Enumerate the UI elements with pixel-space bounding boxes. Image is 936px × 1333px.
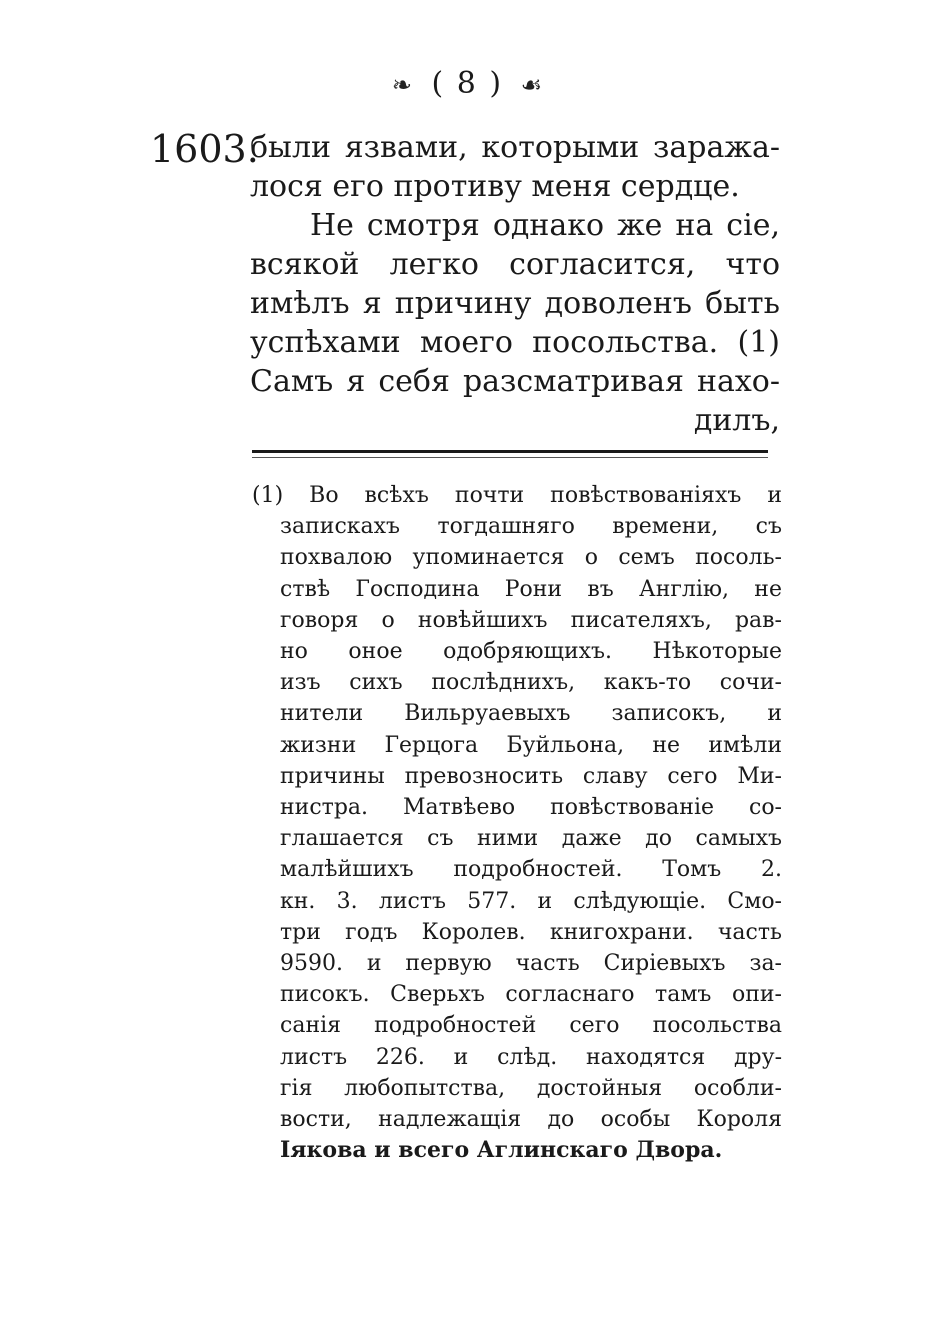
main-line: всякой легко согласится, что bbox=[250, 247, 780, 282]
margin-year: 1603. bbox=[150, 127, 259, 171]
page-header bbox=[0, 66, 936, 101]
footnote-line: санія подробностей сего посольства bbox=[280, 1013, 782, 1039]
footnote-line: Іякова и всего Аглинскаго Двора. bbox=[280, 1137, 723, 1164]
footnote-line: нители Вильруаевыхъ записокъ, и bbox=[280, 701, 782, 727]
footnote-line: глашается съ ними даже до самыхъ bbox=[280, 826, 782, 852]
ornament-left-icon: ❧ bbox=[391, 71, 414, 99]
footnote-line: жизни Герцога Буйльона, не имѣли bbox=[280, 732, 782, 758]
footnote-line: нистра. Матвѣево повѣствованіе со- bbox=[280, 795, 782, 821]
footnote-line: причины превозносить славу сего Ми- bbox=[280, 763, 782, 789]
main-line: дилъ, bbox=[693, 403, 780, 438]
footnote bbox=[252, 480, 782, 1166]
main-text bbox=[250, 128, 780, 440]
footnote-line: похвалою упоминается о семъ посоль- bbox=[280, 545, 782, 571]
footnote-line: писокъ. Сверьхъ согласнаго тамъ опи- bbox=[280, 982, 782, 1008]
footnote-rule bbox=[252, 450, 768, 453]
main-line: успѣхами моего посольства. (1) bbox=[250, 325, 780, 360]
main-line: имѣлъ я причину доволенъ быть bbox=[250, 286, 780, 321]
footnote-line: 9590. и первую часть Сиріевыхъ за- bbox=[280, 951, 782, 977]
footnote-line: говоря о новѣйшихъ писателяхъ, рав- bbox=[280, 607, 782, 633]
main-line: Самъ я себя разсматривая нахо- bbox=[250, 364, 780, 399]
footnote-line: гія любопытства, достойныя особли- bbox=[280, 1075, 782, 1101]
ornament-right-icon: ☙ bbox=[520, 71, 545, 99]
footnote-line: малѣйшихъ подробностей. Томъ 2. bbox=[280, 857, 782, 883]
footnote-line: запискахъ тогдашняго времени, съ bbox=[280, 514, 782, 540]
main-line: были язвами, которыми заража- bbox=[250, 130, 780, 165]
footnote-line: но оное одобряющихъ. Нѣкоторые bbox=[280, 639, 782, 665]
footnote-line: изъ сихъ послѣднихъ, какъ-то сочи- bbox=[280, 670, 782, 696]
footnote-line: вости, надлежащія до особы Короля bbox=[280, 1107, 782, 1133]
footnote-line: ствѣ Господина Рони въ Англію, не bbox=[280, 576, 782, 602]
page-number: ( 8 ) bbox=[431, 66, 504, 101]
footnote-rule-thin bbox=[252, 457, 768, 458]
footnote-line: (1) Во всѣхъ почти повѣствованіяхъ и bbox=[252, 483, 782, 508]
main-line: лося его противу меня сердце. bbox=[250, 169, 740, 204]
footnote-line: три годъ Королев. книгохрани. часть bbox=[280, 919, 782, 945]
main-line: Не смотря однако же на сіе, bbox=[310, 208, 780, 243]
footnote-line: листъ 226. и слѣд. находятся дру- bbox=[280, 1044, 782, 1070]
footnote-line: кн. 3. листъ 577. и слѣдующіе. Смо- bbox=[280, 888, 782, 914]
